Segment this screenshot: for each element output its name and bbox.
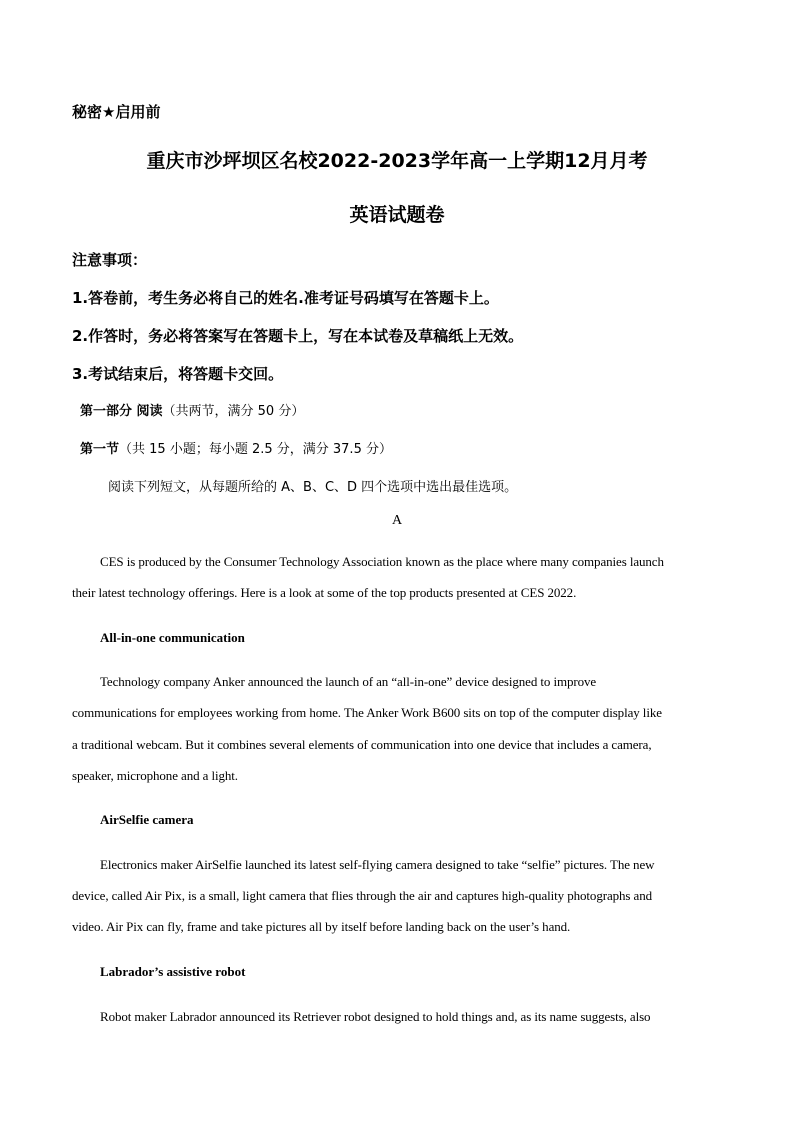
subheading-airselfie: AirSelfie camera — [100, 812, 194, 827]
sub1-line-3: a traditional webcam. But it combines several elements of communication into one device that includes a camera, — [72, 737, 652, 752]
reading-instruction: 阅读下列短文，从每题所给的 A、B、C、D 四个选项中选出最佳选项。 — [108, 480, 518, 495]
section1-heading — [80, 438, 392, 457]
passage-a-intro-line-2: their latest technology offerings. Here is a look at some of the top products presented at CES 2022. — [72, 585, 577, 600]
notice-item-1: 1.答卷前，考生务必将自己的姓名.准考证号码填写在答题卡上。 — [72, 289, 499, 307]
sub1-line-4: speaker, microphone and a light. — [72, 768, 238, 783]
sub2-line-3: video. Air Pix can fly, frame and take pictures all by itself before landing back on the user’s hand. — [72, 919, 571, 934]
notice-item-3: 3.考试结束后，将答题卡交回。 — [72, 365, 284, 383]
sub1-line-1: Technology company Anker announced the launch of an “all-in-one” device designed to improve — [100, 674, 597, 689]
exam-subject-title: 英语试题卷 — [349, 204, 445, 226]
sub3-line-1: Robot maker Labrador announced its Retriever robot designed to hold things and, as its name suggests, also — [100, 1009, 651, 1024]
sub2-line-1: Electronics maker AirSelfie launched its latest self-flying camera designed to take “selfie” pictures. The new — [100, 857, 655, 872]
part1-heading-bold: 第一部分 阅读 — [80, 404, 163, 419]
sub1-line-2: communications for employees working from home. The Anker Work B600 sits on top of the computer display like — [72, 705, 662, 720]
notice-item-2: 2.作答时，务必将答案写在答题卡上，写在本试卷及草稿纸上无效。 — [72, 327, 524, 345]
part1-heading-rest: （共两节，满分 50 分） — [162, 404, 305, 419]
part1-heading — [80, 400, 304, 419]
passage-a-intro-line-1: CES is produced by the Consumer Technology Association known as the place where many companies launch — [100, 554, 664, 569]
subheading-labrador: Labrador’s assistive robot — [100, 964, 246, 979]
section1-heading-rest: （共 15 小题；每小题 2.5 分，满分 37.5 分） — [119, 442, 392, 457]
passage-a-label: A — [391, 513, 403, 528]
confidential-label: 秘密★启用前 — [72, 103, 161, 121]
section1-heading-bold: 第一节 — [80, 442, 120, 457]
subheading-all-in-one: All-in-one communication — [100, 630, 245, 645]
notice-heading: 注意事项： — [72, 251, 148, 269]
exam-title: 重庆市沙坪坝区名校2022-2023学年高一上学期12月月考 — [146, 150, 648, 172]
sub2-line-2: device, called Air Pix, is a small, light camera that flies through the air and captures high-quality photographs and — [72, 888, 652, 903]
